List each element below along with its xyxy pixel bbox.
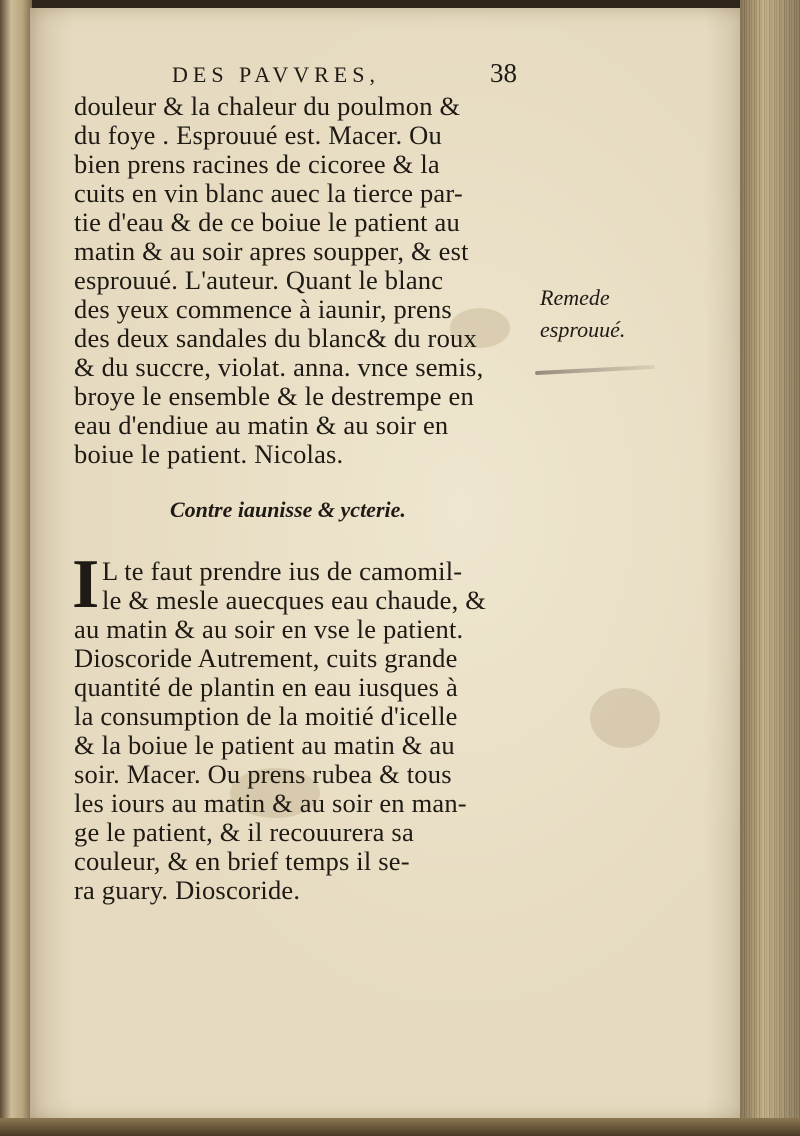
text-line: tie d'eau & de ce boiue le patient au	[74, 207, 460, 237]
text-line: du foye . Esprouué est. Macer. Ou	[74, 120, 442, 150]
margin-note-line: Remede	[540, 285, 610, 310]
second-paragraph	[72, 546, 544, 905]
running-title: DES PAVVRES,	[172, 62, 380, 87]
text-line: des yeux commence à iaunir, prens	[74, 294, 452, 324]
text-line: & la boiue le patient au matin & au	[74, 730, 455, 760]
margin-note-line: esprouué.	[540, 317, 626, 342]
text-line: la consumption de la moitié d'icelle	[74, 701, 458, 731]
text-line: bien prens racines de cicoree & la	[74, 149, 440, 179]
left-page-edge	[0, 0, 32, 1136]
text-line: L te faut prendre ius de camomil-	[102, 556, 463, 586]
text-line: des deux sandales du blanc& du roux	[74, 323, 477, 353]
text-line: au matin & au soir en vse le patient.	[74, 614, 464, 644]
text-line: & du succre, violat. anna. vnce semis,	[74, 352, 484, 382]
right-page-edges	[740, 0, 800, 1136]
text-line: ra guary. Dioscoride.	[74, 875, 301, 905]
section-heading: Contre iaunisse & ycterie.	[170, 497, 406, 522]
text-line: matin & au soir apres soupper, & est	[74, 236, 469, 266]
text-line: douleur & la chaleur du poulmon &	[74, 91, 461, 121]
margin-note	[540, 282, 625, 346]
text-line: soir. Macer. Ou prens rubea & tous	[74, 759, 452, 789]
text-line: les iours au matin & au soir en man-	[74, 788, 467, 818]
text-line: quantité de plantin en eau iusques à	[74, 672, 458, 702]
first-paragraph	[74, 92, 544, 469]
text-line: ge le patient, & il recouurera sa	[74, 817, 414, 847]
drop-cap-initial: I	[72, 546, 100, 623]
text-line: couleur, & en brief temps il se-	[74, 846, 410, 876]
text-line: le & mesle auecques eau chaude, &	[102, 585, 487, 615]
page-number: 38	[490, 58, 517, 88]
bottom-page-edge	[0, 1118, 800, 1136]
text-line: boiue le patient. Nicolas.	[74, 439, 344, 469]
text-line: cuits en vin blanc auec la tierce par-	[74, 178, 463, 208]
text-line: esprouué. L'auteur. Quant le blanc	[74, 265, 444, 295]
text-line: broye le ensemble & le destrempe en	[74, 381, 474, 411]
text-line: Dioscoride Autrement, cuits grande	[74, 643, 458, 673]
text-line: eau d'endiue au matin & au soir en	[74, 410, 449, 440]
page-header	[110, 58, 550, 92]
